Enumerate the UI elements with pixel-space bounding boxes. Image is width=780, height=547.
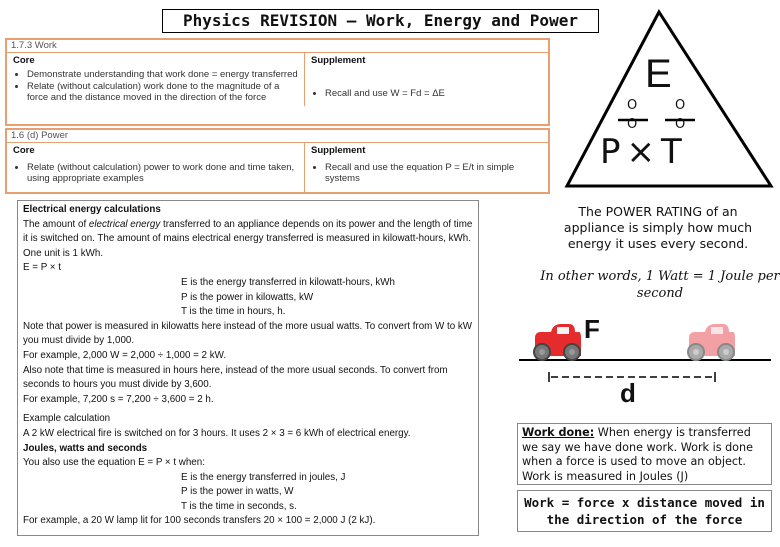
force-distance-diagram xyxy=(515,312,775,412)
intro-paragraph xyxy=(23,218,473,262)
definition-energy: E is the energy transferred in joules, J xyxy=(181,471,346,483)
section-heading: Electrical energy calculations xyxy=(23,204,161,215)
syllabus-power-table xyxy=(5,128,550,194)
definition-energy: E is the energy transferred in kilowatt-hours, kWh xyxy=(181,276,395,288)
intro-text: The amount of xyxy=(23,218,89,230)
work-done-text: When energy is transferred we say we have done work. Work is done when a force is used to move an object. Work is measured in Joules (J) xyxy=(522,426,754,483)
core-item: • Relate (without calculation) work done to the magnitude of a force and the distance moved in the direction of the force xyxy=(27,81,298,103)
supplement-heading: Supplement xyxy=(311,55,366,66)
work-done-label: Work done: xyxy=(522,426,595,439)
car-end xyxy=(688,324,735,360)
supplement-column xyxy=(305,53,548,106)
triangle-fraction-mark: O xyxy=(627,117,638,132)
note-paragraph: Also note that time is measured in hours here, instead of the more usual seconds. To convert from seconds to hours you must divide by 3,600. xyxy=(23,364,448,391)
core-heading: Core xyxy=(13,55,35,66)
power-rating-text: The POWER RATING of an appliance is simply how much energy it uses every second. xyxy=(563,204,753,251)
also-text: You also use the equation E = P × t when: xyxy=(23,457,205,469)
electrical-energy-box xyxy=(17,200,479,536)
work-formula-box: Work = force x distance moved in the direction of the force xyxy=(517,490,772,532)
example-line: For example, 7,200 s = 7,200 ÷ 3,600 = 2 h. xyxy=(23,393,214,405)
syllabus-header: 1.7.3 Work xyxy=(7,40,548,53)
force-label: F xyxy=(584,314,600,344)
supplement-item: • Recall and use the equation P = E/t in simple systems xyxy=(325,162,542,184)
final-example: For example, a 20 W lamp lit for 100 seconds transfers 20 × 100 = 2,000 J (2 kJ). xyxy=(23,515,376,527)
definition-time: T is the time in hours, h. xyxy=(181,306,286,318)
triangle-power-time-label: P×T xyxy=(600,132,688,172)
core-item: • Relate (without calculation) power to work done and time taken, using appropriate examples xyxy=(27,162,298,184)
triangle-energy-label: E xyxy=(645,52,672,96)
definition-power: P is the power in watts, W xyxy=(181,486,294,498)
note-paragraph: Note that power is measured in kilowatts here instead of the more usual watts. To convert from W to kW you must divide by 1,000. xyxy=(23,320,473,347)
other-words-text: In other words, 1 Watt = 1 Joule per second xyxy=(540,269,780,301)
intro-emphasis: electrical energy xyxy=(88,218,161,230)
supplement-column xyxy=(305,143,548,193)
syllabus-work-table xyxy=(5,38,550,126)
definition-power: P is the power in kilowatts, kW xyxy=(181,291,314,303)
distance-label: d xyxy=(620,378,636,408)
car-start xyxy=(534,324,581,360)
triangle-fraction-mark: O xyxy=(627,98,638,113)
work-done-box xyxy=(517,423,772,485)
equation: E = P × t xyxy=(23,262,61,274)
triangle-fraction-mark: O xyxy=(675,98,686,113)
core-item: • Demonstrate understanding that work done = energy transferred xyxy=(27,69,298,80)
triangle-fraction-mark: O xyxy=(675,117,686,132)
core-column xyxy=(7,143,305,193)
example-line: For example, 2,000 W = 2,000 ÷ 1,000 = 2 kW. xyxy=(23,349,227,361)
intro-text: transferred to an appliance depends on its power and the length of time it is switched on. The amount of mains electrical energy transferred is measured in kilowatt-hours, kWh. One unit is 1 kWh. xyxy=(23,218,473,259)
syllabus-header: 1.6 (d) Power xyxy=(7,130,548,143)
core-heading: Core xyxy=(13,145,35,156)
core-column xyxy=(7,53,305,106)
example-text: A 2 kW electrical fire is switched on for 3 hours. It uses 2 × 3 = 6 kWh of electrical energy. xyxy=(23,427,411,439)
page-title: Physics REVISION – Work, Energy and Power xyxy=(162,9,599,33)
supplement-heading: Supplement xyxy=(311,145,366,156)
supplement-item: • Recall and use W = Fd = ΔE xyxy=(325,88,542,99)
example-heading: Example calculation xyxy=(23,413,111,425)
units-heading: Joules, watts and seconds xyxy=(23,442,148,454)
definition-time: T is the time in seconds, s. xyxy=(181,500,297,512)
